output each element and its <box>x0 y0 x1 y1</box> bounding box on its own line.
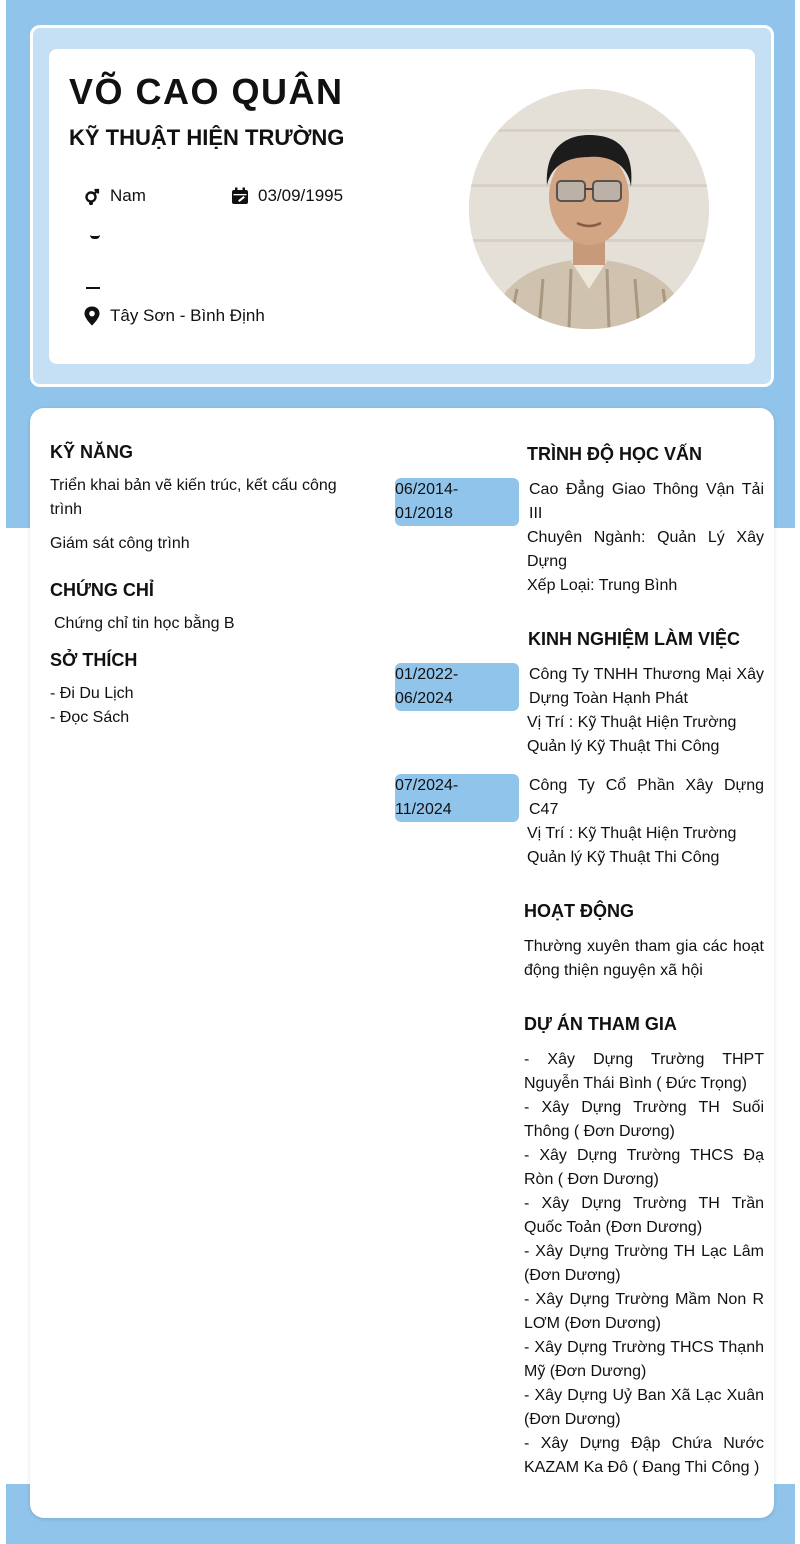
project-item: - Xây Dựng Trường TH Lạc Lâm (Đơn Dương) <box>524 1243 764 1284</box>
skill-item: Triển khai bản vẽ kiến trúc, kết cấu công trình <box>50 477 337 518</box>
experience-date-badge <box>395 774 519 822</box>
calendar-icon <box>231 187 249 205</box>
experience-position: Vị Trí : Kỹ Thuật Hiện Trường <box>527 825 737 842</box>
gender-info <box>83 186 146 206</box>
education-date-badge <box>395 478 519 526</box>
candidate-job-title: KỸ THUẬT HIỆN TRƯỜNG <box>69 125 345 150</box>
project-item: - Xây Dựng Trường THCS Thạnh Mỹ (Đơn Dương) <box>524 1339 764 1380</box>
project-item: - Xây Dựng Trường Mầm Non R LƠM (Đơn Dương) <box>524 1291 764 1332</box>
candidate-name: VÕ CAO QUÂN <box>69 71 344 112</box>
certificates-section-title: CHỨNG CHỈ <box>50 580 154 600</box>
education-school: Cao Đẳng Giao Thông Vận Tải III <box>529 481 764 522</box>
skill-item: Giám sát công trình <box>50 535 190 552</box>
projects-section-title: DỰ ÁN THAM GIA <box>524 1014 677 1034</box>
skills-section-title: KỸ NĂNG <box>50 442 134 462</box>
project-item: - Xây Dựng Trường TH Suối Thông ( Đơn Dương) <box>524 1099 764 1140</box>
project-item: - Xây Dựng Trường THPT Nguyễn Thái Bình ( Đức Trọng) <box>524 1051 764 1092</box>
education-date-end: 01/2018 <box>395 505 453 522</box>
project-item: - Xây Dựng Đập Chứa Nước KAZAM Ka Đô ( Đang Thi Công ) <box>524 1435 764 1476</box>
portrait-illustration <box>469 89 709 329</box>
project-item: - Xây Dựng Uỷ Ban Xã Lạc Xuân (Đơn Dương) <box>524 1387 764 1428</box>
profile-photo <box>469 89 709 329</box>
hobby-item: - Đọc Sách <box>50 709 130 726</box>
education-section-title: TRÌNH ĐỘ HỌC VẤN <box>527 444 702 464</box>
hobbies-section-title: SỞ THÍCH <box>50 650 138 670</box>
date-of-birth-info <box>231 186 343 206</box>
project-item: - Xây Dựng Trường TH Trần Quốc Toản (Đơn Dương) <box>524 1195 764 1236</box>
hobby-item: - Đi Du Lịch <box>50 685 134 702</box>
experience-position: Vị Trí : Kỹ Thuật Hiện Trường <box>527 714 737 731</box>
education-major: Chuyên Ngành: Quản Lý Xây Dựng <box>527 529 764 570</box>
experience-date-badge <box>395 663 519 711</box>
email-placeholder-mark <box>86 287 100 289</box>
experience-section-title: KINH NGHIỆM LÀM VIỆC <box>528 629 741 649</box>
project-item: - Xây Dựng Trường THCS Đạ Ròn ( Đơn Dương) <box>524 1147 764 1188</box>
address-info <box>83 306 265 326</box>
profile-header-card <box>30 25 774 387</box>
experience-date-start: 01/2022- <box>395 666 459 683</box>
date-of-birth-value: 03/09/1995 <box>258 186 344 205</box>
experience-company: Công Ty TNHH Thương Mại Xây Dựng Toàn Hạnh Phát <box>529 666 764 707</box>
profile-header-panel <box>49 49 755 364</box>
education-grade: Xếp Loại: Trung Bình <box>527 577 678 594</box>
activities-text: Thường xuyên tham gia các hoạt động thiện nguyện xã hội <box>524 938 764 979</box>
activities-section-title: HOẠT ĐỘNG <box>524 901 634 921</box>
gender-icon <box>83 187 101 205</box>
address-value: Tây Sơn - Bình Định <box>110 306 265 325</box>
certificate-item: Chứng chỉ tin học bằng B <box>54 615 235 632</box>
experience-date-end: 11/2024 <box>395 801 452 818</box>
location-pin-icon <box>83 306 101 326</box>
phone-placeholder-mark <box>90 235 100 239</box>
resume-body-card <box>30 408 774 1518</box>
experience-date-end: 06/2024 <box>395 690 453 707</box>
education-date-start: 06/2014- <box>395 481 459 498</box>
gender-value: Nam <box>110 186 146 205</box>
experience-duty: Quản lý Kỹ Thuật Thi Công <box>527 849 720 866</box>
experience-company: Công Ty Cổ Phần Xây Dựng C47 <box>529 777 764 818</box>
experience-duty: Quản lý Kỹ Thuật Thi Công <box>527 738 720 755</box>
experience-date-start: 07/2024- <box>395 777 459 794</box>
